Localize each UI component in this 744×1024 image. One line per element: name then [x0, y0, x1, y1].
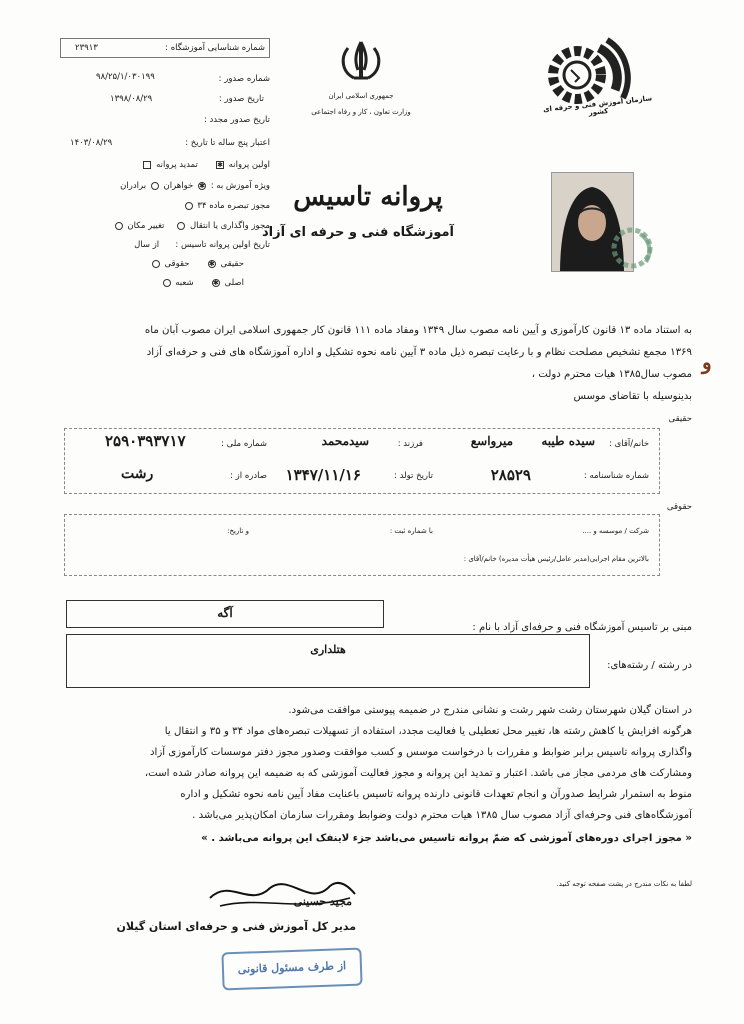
- ceo-label: بالاترین مقام اجرایی(مدیر عامل/رئیس هیأت مدیره) خانم/آقای :: [463, 555, 649, 563]
- body-line-1: در استان گیلان شهرستان رشت شهر رشت و نشانی مندرج در ضمیمه پیوستی موافقت می‌شود.: [288, 705, 692, 716]
- signer-title: مدیر کل آموزش فنی و حرفه‌ای استان گیلان: [116, 920, 356, 933]
- reissue-date-label: تاریخ صدور مجدد :: [203, 115, 270, 125]
- issue-number-label: شماره صدور :: [218, 74, 270, 84]
- first-license-date-label: تاریخ اولین پروانه تاسیس :: [175, 240, 270, 250]
- signer-name: مجید حسینی: [293, 895, 352, 908]
- sisters-label: خواهران: [163, 181, 194, 191]
- article34-label: مجوز تبصره ماده ۳۴: [197, 201, 270, 211]
- natural-radio[interactable]: ✱: [208, 259, 215, 268]
- emblem-text: جمهوری اسلامی ایران: [328, 92, 394, 100]
- legal-radio[interactable]: [152, 260, 160, 268]
- preamble-line-1: به استناد ماده ۱۳ قانون کارآموزی و آیین نامه مصوب سال ۱۳۴۹ ومفاد ماده ۱۱۱ قانون کار جمهوری اسلامی ایران مصوب آبان ماه: [144, 325, 692, 336]
- renewal-label: تمدید پروانه: [156, 160, 198, 170]
- page-subtitle: آموزشگاه فنی و حرفه ای آزاد: [261, 225, 454, 240]
- location-change-label: تغییر مکان: [127, 221, 165, 231]
- id-number-value: ۲۸۵۲۹: [490, 466, 531, 484]
- validity-date-value: ۱۴۰۳/۰۸/۲۹: [70, 138, 113, 148]
- school-name-value: آگه: [217, 606, 233, 620]
- child-of-label: فرزند :: [397, 439, 423, 449]
- natural-section-label: حقیقی: [668, 414, 692, 424]
- field-box: [66, 634, 590, 688]
- margin-note: و: [702, 350, 712, 374]
- national-id-label: شماره ملی :: [221, 439, 267, 449]
- ministry-text: وزارت تعاون ، کار و رفاه اجتماعی: [311, 108, 411, 116]
- location-change-radio[interactable]: [115, 222, 123, 230]
- stamp-text: از طرف مسئول قانونی: [237, 959, 347, 976]
- registration-number-box: [60, 38, 270, 58]
- first-license-label: اولین پروانه: [228, 160, 270, 170]
- first-license-date-row: [134, 240, 270, 250]
- main-branch-row: [161, 278, 244, 288]
- transfer-label: مجوز واگذاری یا انتقال: [189, 221, 270, 231]
- body-line-2: هرگونه افزایش یا کاهش رشته ها، تغییر محل تعطیلی یا فعالیت مجدد، استفاده از تسهیلات تبصره‌های مواد ۳۴ و ۳۵ و انتقال یا: [164, 726, 692, 737]
- natural-label: حقیقی: [220, 259, 244, 269]
- brothers-radio[interactable]: [151, 182, 159, 190]
- org-logo-text: سازمان آموزش فنی و حرفه ای کشور: [542, 94, 653, 117]
- natural-legal-row: [150, 259, 244, 269]
- renewal-checkbox[interactable]: [143, 161, 151, 169]
- preamble-line-4: بدینوسیله با تقاضای موسس: [573, 391, 692, 402]
- issued-from-label: صادره از :: [230, 471, 267, 481]
- reg-number-label: با شماره ثبت :: [389, 527, 433, 535]
- legal-person-box: [64, 514, 660, 576]
- birth-date-label: تاریخ تولد :: [394, 471, 433, 481]
- issue-date-label: تاریخ صدور :: [218, 94, 264, 104]
- issue-date-value: ۱۳۹۸/۰۸/۲۹: [110, 94, 153, 104]
- name-value: سیده طیبه: [541, 434, 595, 448]
- branch-radio[interactable]: [163, 279, 171, 287]
- preamble-line-2: ۱۳۶۹ مجمع تشخیص مصلحت نظام و با رعایت تبصره ذیل ماده ۳ آیین نامه نحوه تشکیل و اداره آموزشگاه های فنی و حرفه‌ای آزاد: [146, 347, 692, 358]
- field-label: در رشته / رشته‌های:: [607, 660, 692, 671]
- legal-label: حقوقی: [164, 259, 190, 269]
- father-value: سیدمحمد: [321, 434, 369, 448]
- brothers-label: برادران: [120, 181, 147, 191]
- birth-date-value: ۱۳۴۷/۱۱/۱۶: [285, 466, 361, 484]
- legal-section-label: حقوقی: [666, 502, 692, 512]
- branch-label: شعبه: [175, 278, 194, 288]
- registration-number-value: ۲۳۹۱۳: [75, 43, 98, 53]
- issue-number-value: ۹۸/۲۵/۱/۰۳۰۱۹۹: [96, 72, 155, 82]
- national-id-value: ۲۵۹۰۳۹۳۷۱۷: [105, 432, 186, 450]
- from-year-label: از سال: [134, 240, 160, 250]
- field-value: هتلداری: [310, 643, 346, 656]
- page-title: پروانه تاسیس: [293, 182, 443, 212]
- school-name-label: مبنی بر تاسیس آموزشگاه فنی و حرفه‌ای آزاد با نام :: [472, 622, 692, 633]
- registration-number-label: شماره شناسایی آموزشگاه :: [165, 43, 265, 53]
- license-type-row: [141, 160, 270, 170]
- natural-person-box: [64, 428, 660, 494]
- first-license-checkbox[interactable]: ✱: [217, 160, 223, 169]
- article34-radio[interactable]: [185, 202, 193, 210]
- special-for-row: [120, 181, 270, 191]
- transfer-row: [113, 221, 270, 231]
- special-for-label: ویژه آموزش به :: [210, 181, 270, 191]
- company-label: شرکت / موسسه و ....: [582, 527, 649, 535]
- back-note: لطفا به نکات مندرج در پشت صفحه توجه کنید.: [556, 880, 692, 888]
- preamble-line-3: مصوب سال۱۳۸۵ هیات محترم دولت ،: [531, 369, 692, 380]
- iran-emblem: [336, 38, 386, 84]
- name-label: خانم/آقای :: [609, 439, 649, 449]
- sisters-radio[interactable]: ✱: [199, 181, 205, 190]
- issued-from-value: رشت: [121, 466, 154, 482]
- transfer-radio[interactable]: [177, 222, 185, 230]
- bold-note: « مجوز اجرای دوره‌های آموزشی که ضمّ پروانه تاسیس می‌باشد جزء لاینفک این پروانه می‌باشد . »: [201, 833, 692, 844]
- body-line-5: منوط به استمرار شرایط صدورآن و انجام تعهدات قانونی دارنده پروانه تاسیس باعنایت مفاد آیین نامه نحوه تشکیل و اداره: [180, 789, 692, 800]
- body-line-3: واگذاری پروانه تاسیس برابر ضوابط و مقررات با درخواست موسس و کسب موافقت وصدور مجوز دفتر موسسات کارآموزی آزاد: [149, 747, 692, 758]
- official-stamp: [221, 948, 362, 991]
- body-line-6: آموزشگاه‌های فنی وحرفه‌ای آزاد مصوب سال ۱۳۸۵ هیات محترم دولت وضوابط ومقررات سازمان امکان‌پذیر می‌باشد .: [192, 810, 692, 821]
- surname-value: میرواسع: [470, 434, 513, 448]
- signature-scribble: [200, 868, 360, 918]
- article34-row: [183, 201, 270, 211]
- id-number-label: شماره شناسنامه :: [583, 471, 649, 481]
- legal-date-label: و تاریخ:: [227, 527, 249, 535]
- validity-label: اعتبار پنج ساله تا تاریخ :: [185, 138, 270, 148]
- main-radio[interactable]: ✱: [212, 278, 219, 287]
- main-label: اصلی: [224, 278, 244, 288]
- photo-stamp-icon: [610, 226, 654, 270]
- school-name-box: [66, 600, 384, 628]
- body-line-4: ومشارکت های مردمی مجاز می باشد. اعتبار و تمدید این پروانه و مجوز فعالیت آموزشی که به ضمیمه این پروانه صادر شده است،: [144, 768, 692, 779]
